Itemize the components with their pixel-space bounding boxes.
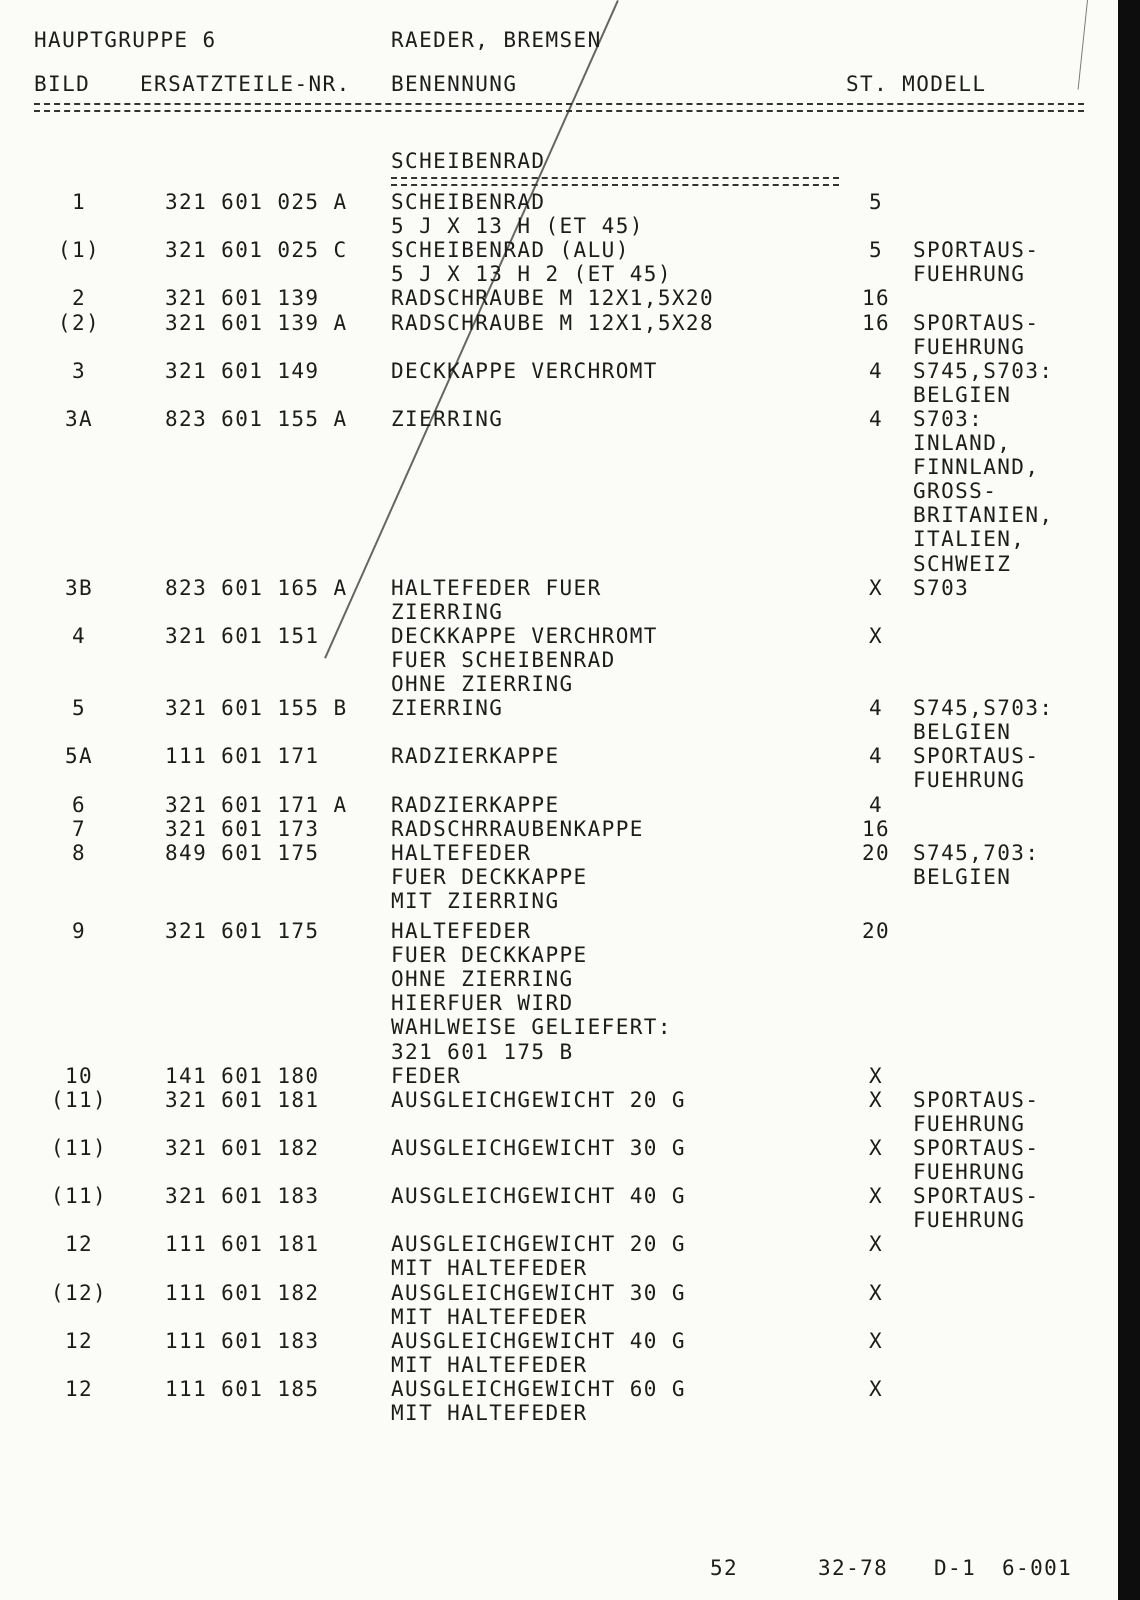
- table-row: [0, 865, 1110, 889]
- footer-reference: 6-001: [1002, 1556, 1073, 1580]
- cell-part-number: 141 601 180: [165, 1063, 320, 1088]
- cell-part-number: 321 601 181: [165, 1087, 320, 1112]
- table-row: [0, 552, 1110, 576]
- main-group-label: HAUPTGRUPPE 6: [34, 28, 217, 52]
- table-row: [0, 624, 1110, 648]
- cell-model: GROSS-: [913, 479, 998, 504]
- cell-model: BELGIEN: [913, 720, 1012, 745]
- cell-description: RADSCHRRAUBENKAPPE: [391, 816, 644, 841]
- table-row: [0, 383, 1110, 407]
- cell-model: BELGIEN: [913, 864, 1012, 889]
- cell-model: S745,S703:: [913, 696, 1054, 721]
- cell-model: INLAND,: [913, 431, 1012, 455]
- table-row: [0, 919, 1110, 943]
- cell-model: FUEHRUNG: [913, 1160, 1026, 1184]
- cell-description: FEDER: [391, 1063, 462, 1088]
- table-row: [0, 1015, 1110, 1039]
- cell-figure-number: (1): [57, 238, 101, 263]
- table-row: [0, 503, 1110, 527]
- table-row: [0, 1305, 1110, 1329]
- cell-quantity: X: [868, 1184, 884, 1209]
- cell-part-number: 111 601 181: [165, 1232, 320, 1257]
- cell-description: HALTEFEDER: [391, 919, 532, 943]
- cell-quantity: 20: [861, 840, 891, 865]
- cell-description: ZIERRING: [391, 599, 504, 624]
- cell-part-number: 321 601 182: [165, 1135, 320, 1160]
- cell-figure-number: 7: [71, 816, 87, 841]
- table-row: [0, 576, 1110, 600]
- cell-quantity: 4: [868, 744, 884, 769]
- cell-quantity: 4: [868, 358, 884, 383]
- table-row: [0, 214, 1110, 238]
- cell-model: BRITANIEN,: [913, 503, 1054, 528]
- table-row: [0, 841, 1110, 865]
- table-row: [0, 696, 1110, 720]
- table-row: [0, 1401, 1110, 1425]
- cell-model: FUEHRUNG: [913, 768, 1026, 793]
- cell-quantity: X: [868, 1087, 884, 1112]
- cell-part-number: 321 601 139: [165, 286, 320, 311]
- table-row: [0, 672, 1110, 696]
- cell-quantity: 4: [868, 406, 884, 431]
- cell-quantity: X: [868, 575, 884, 600]
- scan-edge: [1118, 0, 1140, 1600]
- table-row: [0, 1377, 1110, 1401]
- footer-date-code: 32-78: [818, 1556, 889, 1580]
- cell-model: FUEHRUNG: [913, 1111, 1026, 1136]
- cell-quantity: 20: [861, 919, 891, 943]
- table-row: [0, 817, 1110, 841]
- cell-model: S703: [913, 575, 970, 600]
- table-row: [0, 1040, 1110, 1064]
- table-row: [0, 967, 1110, 991]
- cell-description: WAHLWEISE GELIEFERT:: [391, 1015, 672, 1040]
- cell-model: SPORTAUS-: [913, 1184, 1040, 1209]
- cell-figure-number: 12: [64, 1376, 94, 1401]
- cell-model: SPORTAUS-: [913, 1087, 1040, 1112]
- cell-part-number: 321 601 173: [165, 816, 320, 841]
- cell-description: RADSCHRAUBE M 12X1,5X20: [391, 286, 714, 311]
- cell-description: 5 J X 13 H 2 (ET 45): [391, 262, 672, 287]
- section-divider: [391, 177, 839, 186]
- section-title: SCHEIBENRAD: [391, 149, 546, 173]
- cell-part-number: 849 601 175: [165, 840, 320, 865]
- cell-model: S745,S703:: [913, 358, 1054, 383]
- cell-figure-number: (2): [57, 310, 101, 335]
- cell-part-number: 823 601 165 A: [165, 575, 348, 600]
- cell-part-number: 321 601 183: [165, 1184, 320, 1209]
- cell-quantity: 16: [861, 286, 891, 311]
- cell-description: AUSGLEICHGEWICHT 30 G: [391, 1280, 686, 1305]
- table-row: [0, 793, 1110, 817]
- cell-description: FUER DECKKAPPE: [391, 864, 588, 889]
- cell-part-number: 111 601 182: [165, 1280, 320, 1305]
- cell-part-number: 321 601 025 A: [165, 190, 348, 214]
- table-row: [0, 1208, 1110, 1232]
- cell-model: FUEHRUNG: [913, 262, 1026, 287]
- cell-model: FUEHRUNG: [913, 334, 1026, 359]
- cell-description: SCHEIBENRAD: [391, 190, 546, 214]
- cell-description: ZIERRING: [391, 696, 504, 721]
- table-row: [0, 744, 1110, 768]
- cell-description: AUSGLEICHGEWICHT 60 G: [391, 1376, 686, 1401]
- table-row: [0, 286, 1110, 310]
- cell-figure-number: 5: [71, 696, 87, 721]
- table-row: [0, 190, 1110, 214]
- table-row: [0, 648, 1110, 672]
- cell-figure-number: 6: [71, 792, 87, 817]
- cell-figure-number: 2: [71, 286, 87, 311]
- cell-part-number: 321 601 155 B: [165, 696, 348, 721]
- cell-description: HALTEFEDER FUER: [391, 575, 602, 600]
- cell-model: BELGIEN: [913, 382, 1012, 407]
- cell-quantity: X: [868, 1328, 884, 1353]
- cell-figure-number: 9: [71, 919, 87, 943]
- cell-model: ITALIEN,: [913, 527, 1026, 552]
- column-header-bild: BILD: [34, 72, 91, 96]
- table-row: [0, 768, 1110, 792]
- cell-description: ZIERRING: [391, 406, 504, 431]
- table-row: [0, 1088, 1110, 1112]
- footer-page-number: 52: [710, 1556, 739, 1580]
- cell-description: MIT HALTEFEDER: [391, 1401, 588, 1425]
- cell-description: MIT ZIERRING: [391, 888, 560, 913]
- cell-quantity: 4: [868, 792, 884, 817]
- scan-artifact-line: [1078, 0, 1088, 90]
- cell-quantity: X: [868, 623, 884, 648]
- column-header-description: BENENNUNG: [391, 72, 518, 96]
- cell-figure-number: 3A: [64, 406, 94, 431]
- cell-description: FUER SCHEIBENRAD: [391, 647, 616, 672]
- cell-description: FUER DECKKAPPE: [391, 943, 588, 968]
- cell-figure-number: 12: [64, 1232, 94, 1257]
- cell-figure-number: 5A: [64, 744, 94, 769]
- table-row: [0, 720, 1110, 744]
- cell-figure-number: (12): [50, 1280, 108, 1305]
- cell-description: AUSGLEICHGEWICHT 20 G: [391, 1232, 686, 1257]
- cell-quantity: X: [868, 1376, 884, 1401]
- table-row: [0, 1281, 1110, 1305]
- cell-description: MIT HALTEFEDER: [391, 1256, 588, 1281]
- cell-description: OHNE ZIERRING: [391, 967, 574, 992]
- cell-part-number: 321 601 025 C: [165, 238, 348, 263]
- cell-description: AUSGLEICHGEWICHT 30 G: [391, 1135, 686, 1160]
- cell-description: DECKKAPPE VERCHROMT: [391, 358, 658, 383]
- group-title: RAEDER, BREMSEN: [391, 28, 602, 52]
- cell-figure-number: 3: [71, 358, 87, 383]
- cell-part-number: 111 601 171: [165, 744, 320, 769]
- table-row: [0, 1160, 1110, 1184]
- cell-part-number: 321 601 171 A: [165, 792, 348, 817]
- table-row: [0, 1136, 1110, 1160]
- table-row: [0, 527, 1110, 551]
- cell-part-number: 111 601 183: [165, 1328, 320, 1353]
- table-row: [0, 1329, 1110, 1353]
- header-divider: [34, 103, 1084, 112]
- cell-description: AUSGLEICHGEWICHT 20 G: [391, 1087, 686, 1112]
- cell-description: SCHEIBENRAD (ALU): [391, 238, 630, 263]
- cell-description: MIT HALTEFEDER: [391, 1352, 588, 1377]
- cell-description: 5 J X 13 H (ET 45): [391, 214, 644, 239]
- cell-quantity: X: [868, 1135, 884, 1160]
- cell-part-number: 321 601 149: [165, 358, 320, 383]
- cell-part-number: 321 601 151: [165, 623, 320, 648]
- cell-quantity: X: [868, 1232, 884, 1257]
- cell-figure-number: 3B: [64, 575, 94, 600]
- cell-quantity: X: [868, 1063, 884, 1088]
- cell-figure-number: (11): [50, 1087, 108, 1112]
- cell-description: OHNE ZIERRING: [391, 672, 574, 696]
- table-row: [0, 407, 1110, 431]
- cell-part-number: 823 601 155 A: [165, 406, 348, 431]
- cell-figure-number: (11): [50, 1135, 108, 1160]
- column-header-qty-model: ST. MODELL: [846, 72, 987, 96]
- cell-figure-number: 4: [71, 623, 87, 648]
- table-row: [0, 991, 1110, 1015]
- cell-quantity: 5: [868, 238, 884, 263]
- footer-edition: D-1: [934, 1556, 977, 1580]
- cell-description: RADZIERKAPPE: [391, 792, 560, 817]
- table-row: [0, 455, 1110, 479]
- cell-model: SCHWEIZ: [913, 551, 1012, 576]
- table-row: [0, 1184, 1110, 1208]
- column-header-part-number: ERSATZTEILE-NR.: [140, 72, 351, 96]
- cell-quantity: X: [868, 1280, 884, 1305]
- cell-model: SPORTAUS-: [913, 1135, 1040, 1160]
- table-row: [0, 600, 1110, 624]
- cell-description: AUSGLEICHGEWICHT 40 G: [391, 1328, 686, 1353]
- cell-model: FUEHRUNG: [913, 1208, 1026, 1233]
- cell-description: MIT HALTEFEDER: [391, 1304, 588, 1329]
- table-row: [0, 262, 1110, 286]
- table-row: [0, 479, 1110, 503]
- table-row: [0, 1232, 1110, 1256]
- table-row: [0, 889, 1110, 913]
- cell-figure-number: 12: [64, 1328, 94, 1353]
- cell-description: RADZIERKAPPE: [391, 744, 560, 769]
- table-row: [0, 1256, 1110, 1280]
- cell-description: RADSCHRAUBE M 12X1,5X28: [391, 310, 714, 335]
- table-row: [0, 1112, 1110, 1136]
- cell-part-number: 321 601 175: [165, 919, 320, 943]
- cell-figure-number: 1: [71, 190, 87, 214]
- table-row: [0, 359, 1110, 383]
- cell-description: HIERFUER WIRD: [391, 991, 574, 1016]
- cell-quantity: 4: [868, 696, 884, 721]
- cell-description: 321 601 175 B: [391, 1039, 574, 1064]
- table-row: [0, 1353, 1110, 1377]
- cell-quantity: 5: [868, 190, 884, 214]
- table-row: [0, 943, 1110, 967]
- cell-description: DECKKAPPE VERCHROMT: [391, 623, 658, 648]
- cell-model: S745,703:: [913, 840, 1040, 865]
- cell-figure-number: 10: [64, 1063, 94, 1088]
- cell-description: AUSGLEICHGEWICHT 40 G: [391, 1184, 686, 1209]
- cell-quantity: 16: [861, 816, 891, 841]
- cell-model: S703:: [913, 406, 984, 431]
- cell-quantity: 16: [861, 310, 891, 335]
- cell-part-number: 111 601 185: [165, 1376, 320, 1401]
- cell-model: FINNLAND,: [913, 455, 1040, 480]
- table-row: [0, 238, 1110, 262]
- cell-part-number: 321 601 139 A: [165, 310, 348, 335]
- table-row: [0, 1064, 1110, 1088]
- cell-description: HALTEFEDER: [391, 840, 532, 865]
- cell-model: SPORTAUS-: [913, 744, 1040, 769]
- cell-figure-number: 8: [71, 840, 87, 865]
- table-row: [0, 335, 1110, 359]
- cell-figure-number: (11): [50, 1184, 108, 1209]
- table-row: [0, 311, 1110, 335]
- table-row: [0, 431, 1110, 455]
- cell-model: SPORTAUS-: [913, 238, 1040, 263]
- cell-model: SPORTAUS-: [913, 310, 1040, 335]
